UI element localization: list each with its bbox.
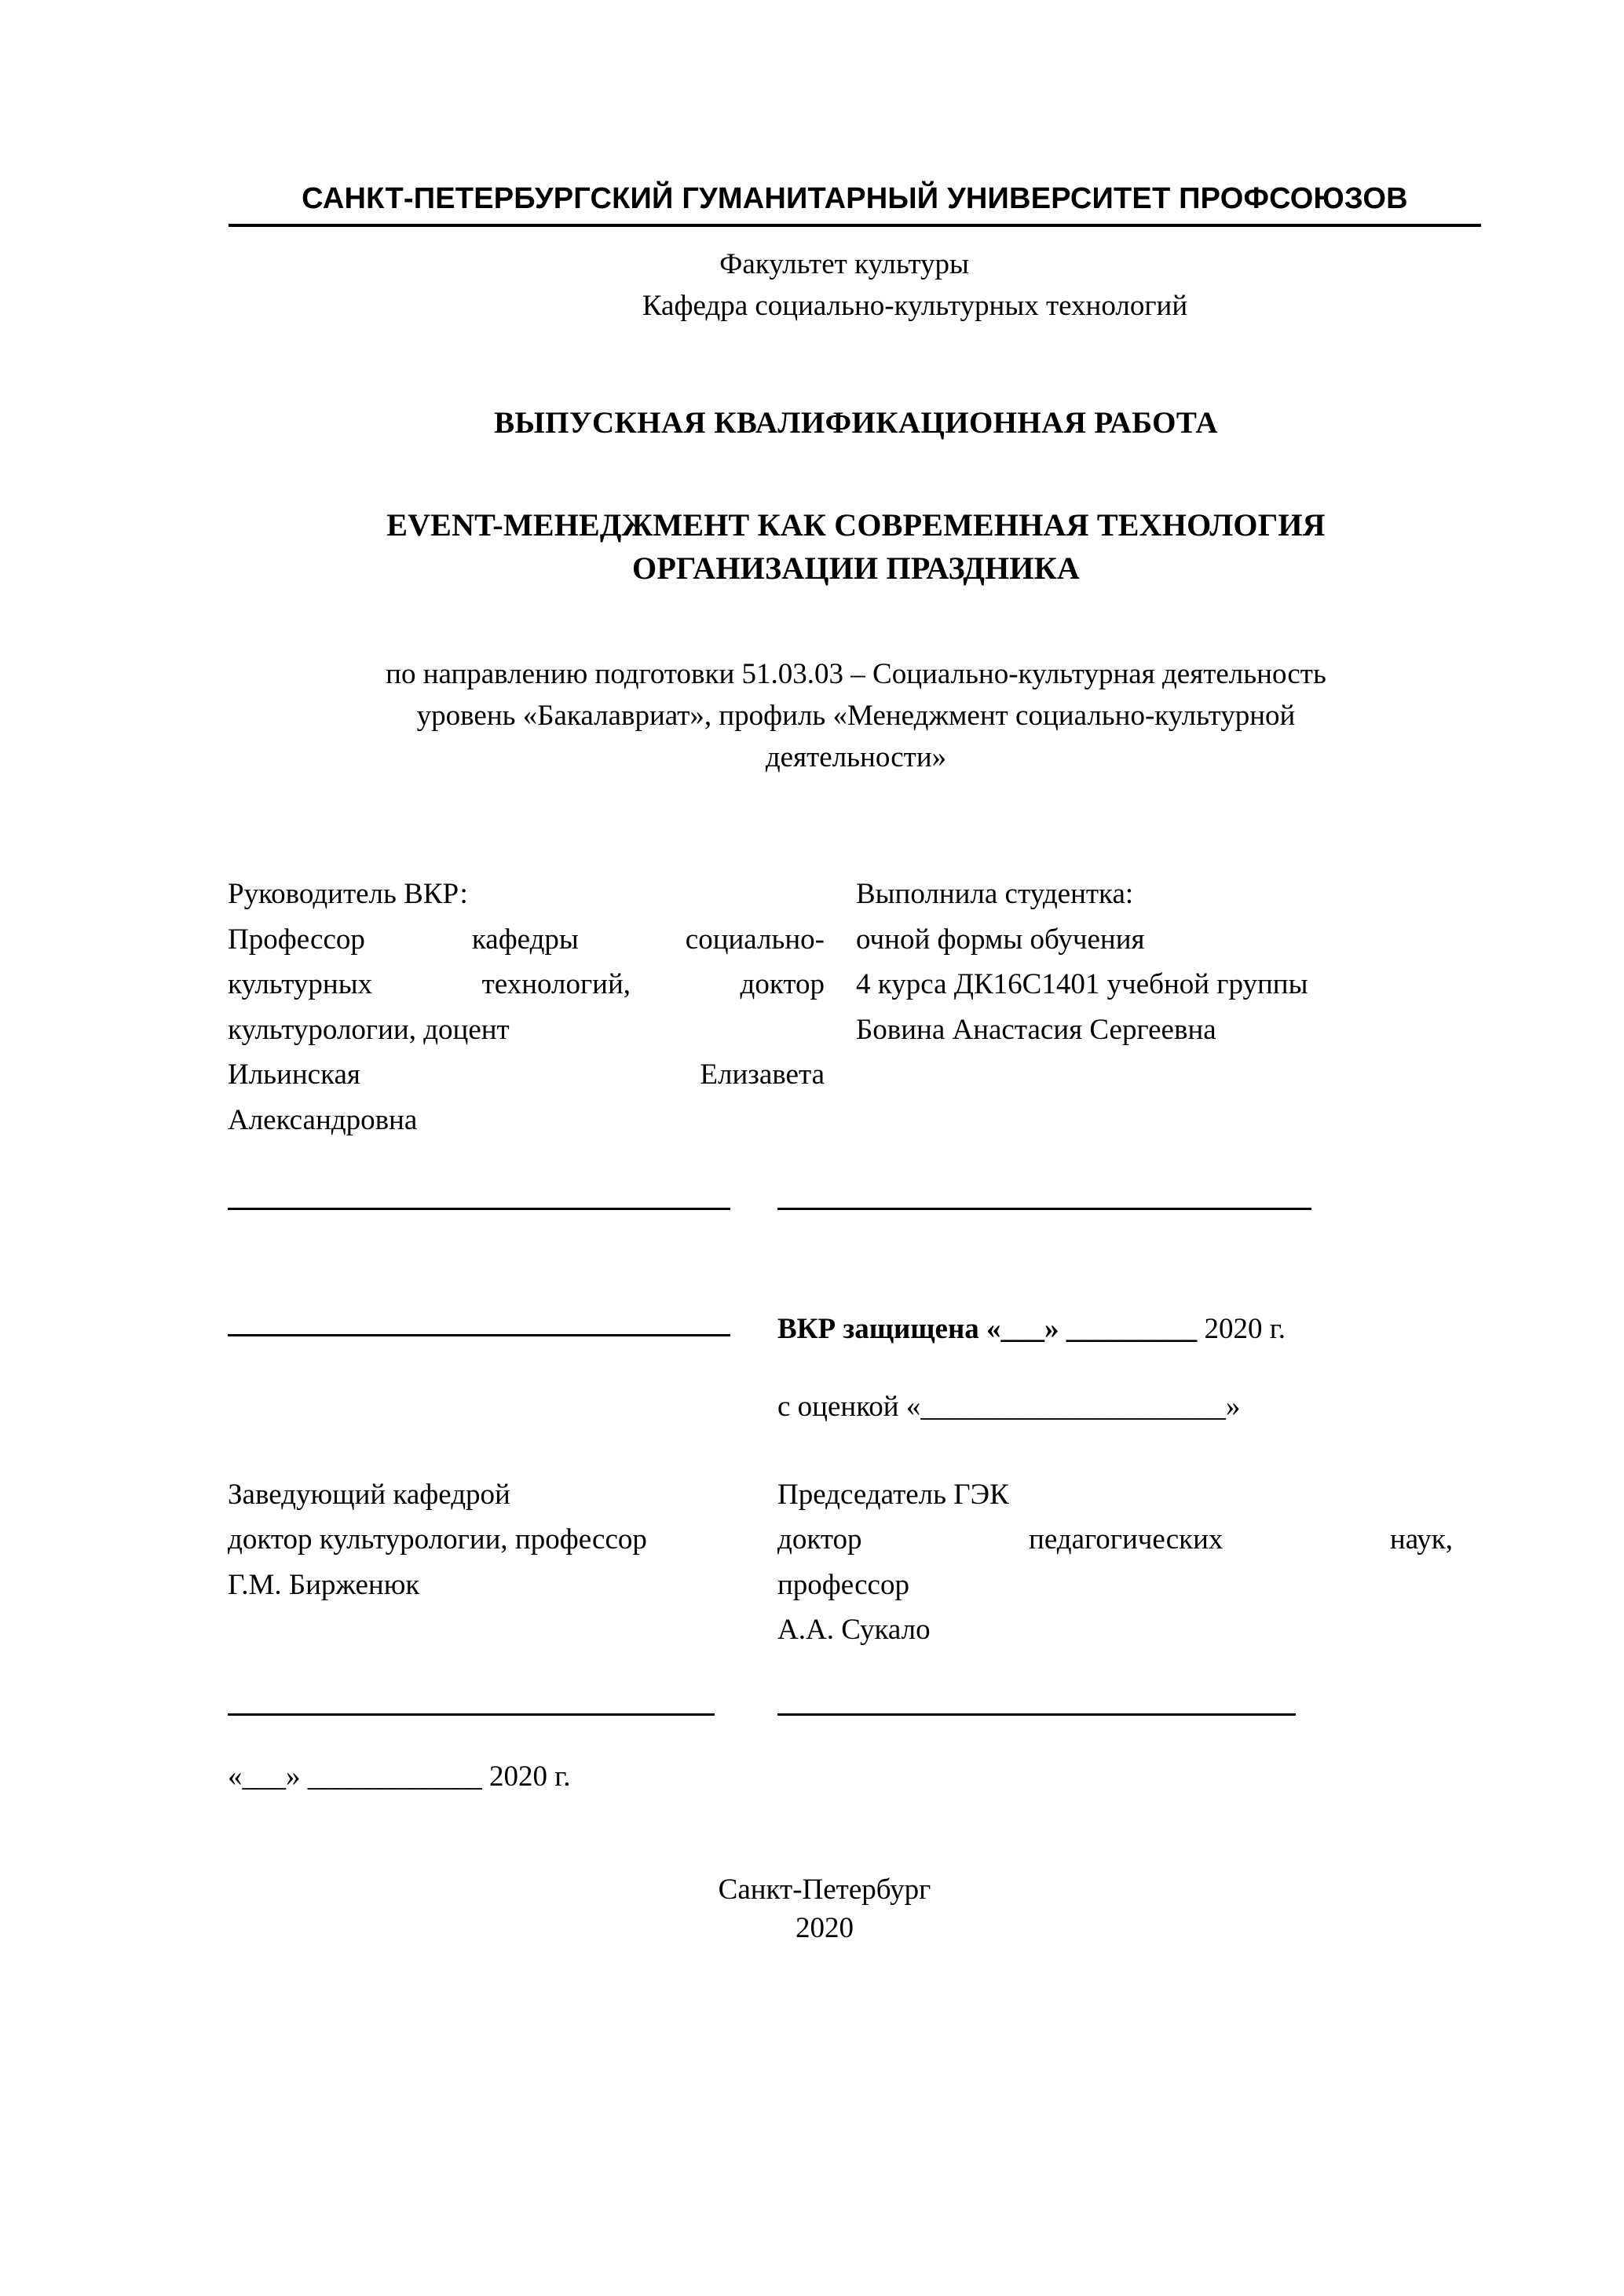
commission-chair-block [777, 1474, 1453, 1654]
document-type: ВЫПУСКНАЯ КВАЛИФИКАЦИОННАЯ РАБОТА [494, 406, 1218, 441]
department-name: Кафедра социально-культурных технологий [642, 289, 1188, 322]
signature-line-supervisor [228, 1208, 730, 1210]
defense-text [777, 1312, 1453, 1346]
signature-gap-2 [715, 1713, 777, 1716]
signature-row-top [228, 1208, 1484, 1210]
chair-line-2: доктор педагогических наук, [777, 1523, 1453, 1556]
chair-line-4: А.А. Сукало [777, 1613, 931, 1646]
student-block [856, 872, 1453, 1143]
signature-line-student [777, 1208, 1311, 1210]
head-of-department-block [228, 1474, 777, 1654]
thesis-title-line-1: EVENT-МЕНЕДЖМЕНТ КАК СОВРЕМЕННАЯ ТЕХНОЛОГИЯ [386, 507, 1326, 543]
student-line-3: Бовина Анастасия Сергеевна [856, 1013, 1216, 1046]
officials-section [228, 1474, 1484, 1654]
program-line-3: деятельности» [765, 740, 947, 773]
student-line-2: 4 курса ДК16С1401 учебной группы [856, 968, 1308, 1001]
faculty-block [228, 244, 1484, 327]
signature-line-head [228, 1713, 715, 1716]
program-info [228, 654, 1484, 778]
chair-line-3: профессор [777, 1568, 909, 1601]
thesis-title-line-2: ОРГАНИЗАЦИИ ПРАЗДНИКА [632, 550, 1080, 587]
defense-bold-text: ВКР защищена «___» _________ [777, 1313, 1198, 1346]
supervisor-label: Руководитель ВКР: [228, 878, 468, 911]
university-name: САНКТ-ПЕТЕРБУРГСКИЙ ГУМАНИТАРНЫЙ УНИВЕРСИТЕТ ПРОФСОЮЗОВ [229, 182, 1481, 227]
defense-year: 2020 г. [1204, 1313, 1286, 1346]
thesis-title [228, 503, 1484, 590]
faculty-name: Факультет культуры [719, 248, 969, 280]
signature-line-left-2 [228, 1334, 730, 1336]
head-line-3: Г.М. Бирженюк [228, 1568, 420, 1601]
head-line-1: Заведующий кафедрой [228, 1479, 510, 1512]
student-label: Выполнила студентка: [856, 878, 1134, 911]
people-section [228, 872, 1484, 1143]
defense-row [228, 1312, 1484, 1346]
supervisor-line-2: культурных технологий, доктор [228, 968, 825, 1001]
supervisor-line-1: Профессор кафедры социально- [228, 923, 825, 956]
program-line-1: по направлению подготовки 51.03.03 – Социально-культурная деятельность [386, 658, 1326, 691]
chair-line-1: Председатель ГЭК [777, 1479, 1009, 1512]
date-line: «___» ____________ 2020 г. [228, 1760, 571, 1793]
signature-gap [730, 1208, 777, 1210]
supervisor-line-4: Ильинская Елизавета [228, 1058, 825, 1091]
supervisor-line-5: Александровна [228, 1103, 418, 1136]
signature-row-bottom [228, 1713, 1484, 1716]
year-value: 2020 [796, 1911, 854, 1944]
supervisor-block [228, 872, 856, 1143]
document-content [228, 182, 1484, 1945]
supervisor-line-3: культурологии, доцент [228, 1013, 510, 1046]
city-name: Санкт-Петербург [718, 1874, 931, 1907]
signature-line-chair [777, 1713, 1296, 1716]
program-line-2: уровень «Бакалавриат», профиль «Менеджмент социально-культурной [416, 699, 1296, 732]
grade-line: с оценкой «_____________________» [777, 1391, 1241, 1424]
student-line-1: очной формы обучения [856, 923, 1145, 956]
head-line-2: доктор культурологии, профессор [228, 1523, 647, 1556]
